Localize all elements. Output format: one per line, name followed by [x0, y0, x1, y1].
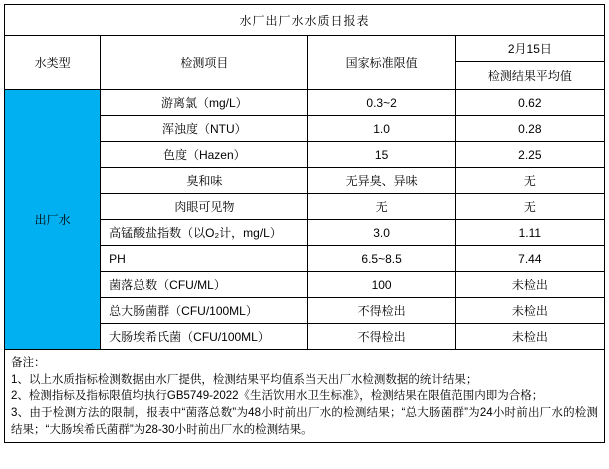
item-result: 无: [455, 194, 604, 220]
item-name: 总大肠菌群（CFU/100ML）: [101, 298, 308, 324]
item-standard: 1.0: [308, 116, 455, 142]
water-quality-table: [4, 4, 605, 350]
header-date: 2月15日: [455, 36, 604, 62]
item-standard: 不得检出: [308, 324, 455, 350]
page-title: 水厂出厂水水质日报表: [5, 5, 605, 36]
note-line: 2、检测指标及指标限值均执行GB5749-2022《生活饮用水卫生标准》，检测结果在限值范围内即为合格；: [11, 390, 544, 403]
note-line: 1、以上水质指标检测数据由水厂提供，检测结果平均值系当天出厂水检测数据的统计结果；: [11, 373, 478, 386]
item-name: 肉眼可见物: [101, 194, 308, 220]
item-standard: 15: [308, 142, 455, 168]
notes-section: [4, 350, 605, 443]
table-title-row: [5, 5, 605, 36]
item-standard: 无: [308, 194, 455, 220]
item-name: PH: [101, 246, 308, 272]
item-name: 游离氯（mg/L）: [101, 90, 308, 116]
header-standard: 国家标准限值: [308, 36, 455, 90]
item-name: 臭和味: [101, 168, 308, 194]
item-result: 2.25: [455, 142, 604, 168]
header-water-type: 水类型: [5, 36, 101, 90]
item-name: 高锰酸盐指数（以O₂计，mg/L）: [101, 220, 308, 246]
item-name: 大肠埃希氏菌（CFU/100ML）: [101, 324, 308, 350]
note-line: 3、由于检测方法的限制，报表中“菌落总数”为48小时前出厂水的检测结果；“总大肠菌群”为24小时前出厂水的检测结果；“大肠埃希氏菌群”为28-30小时前出厂水的检测结果。: [11, 407, 598, 436]
note-line: 备注：: [11, 357, 46, 369]
item-result: 1.11: [455, 220, 604, 246]
item-result: 未检出: [455, 272, 604, 298]
item-name: 浑浊度（NTU）: [101, 116, 308, 142]
item-result: 未检出: [455, 298, 604, 324]
item-name: 色度（Hazen）: [101, 142, 308, 168]
item-result: 未检出: [455, 324, 604, 350]
header-result: 检测结果平均值: [455, 62, 604, 90]
item-name: 菌落总数（CFU/ML）: [101, 272, 308, 298]
water-type-cell: 出厂水: [5, 90, 101, 350]
item-standard: 3.0: [308, 220, 455, 246]
item-standard: 6.5~8.5: [308, 246, 455, 272]
item-standard: 无异臭、异味: [308, 168, 455, 194]
item-result: 无: [455, 168, 604, 194]
item-standard: 0.3~2: [308, 90, 455, 116]
item-result: 7.44: [455, 246, 604, 272]
item-standard: 不得检出: [308, 298, 455, 324]
item-result: 0.62: [455, 90, 604, 116]
item-result: 0.28: [455, 116, 604, 142]
table-header-row-1: [5, 36, 605, 62]
item-standard: 100: [308, 272, 455, 298]
header-item: 检测项目: [101, 36, 308, 90]
table-row: [5, 90, 605, 116]
